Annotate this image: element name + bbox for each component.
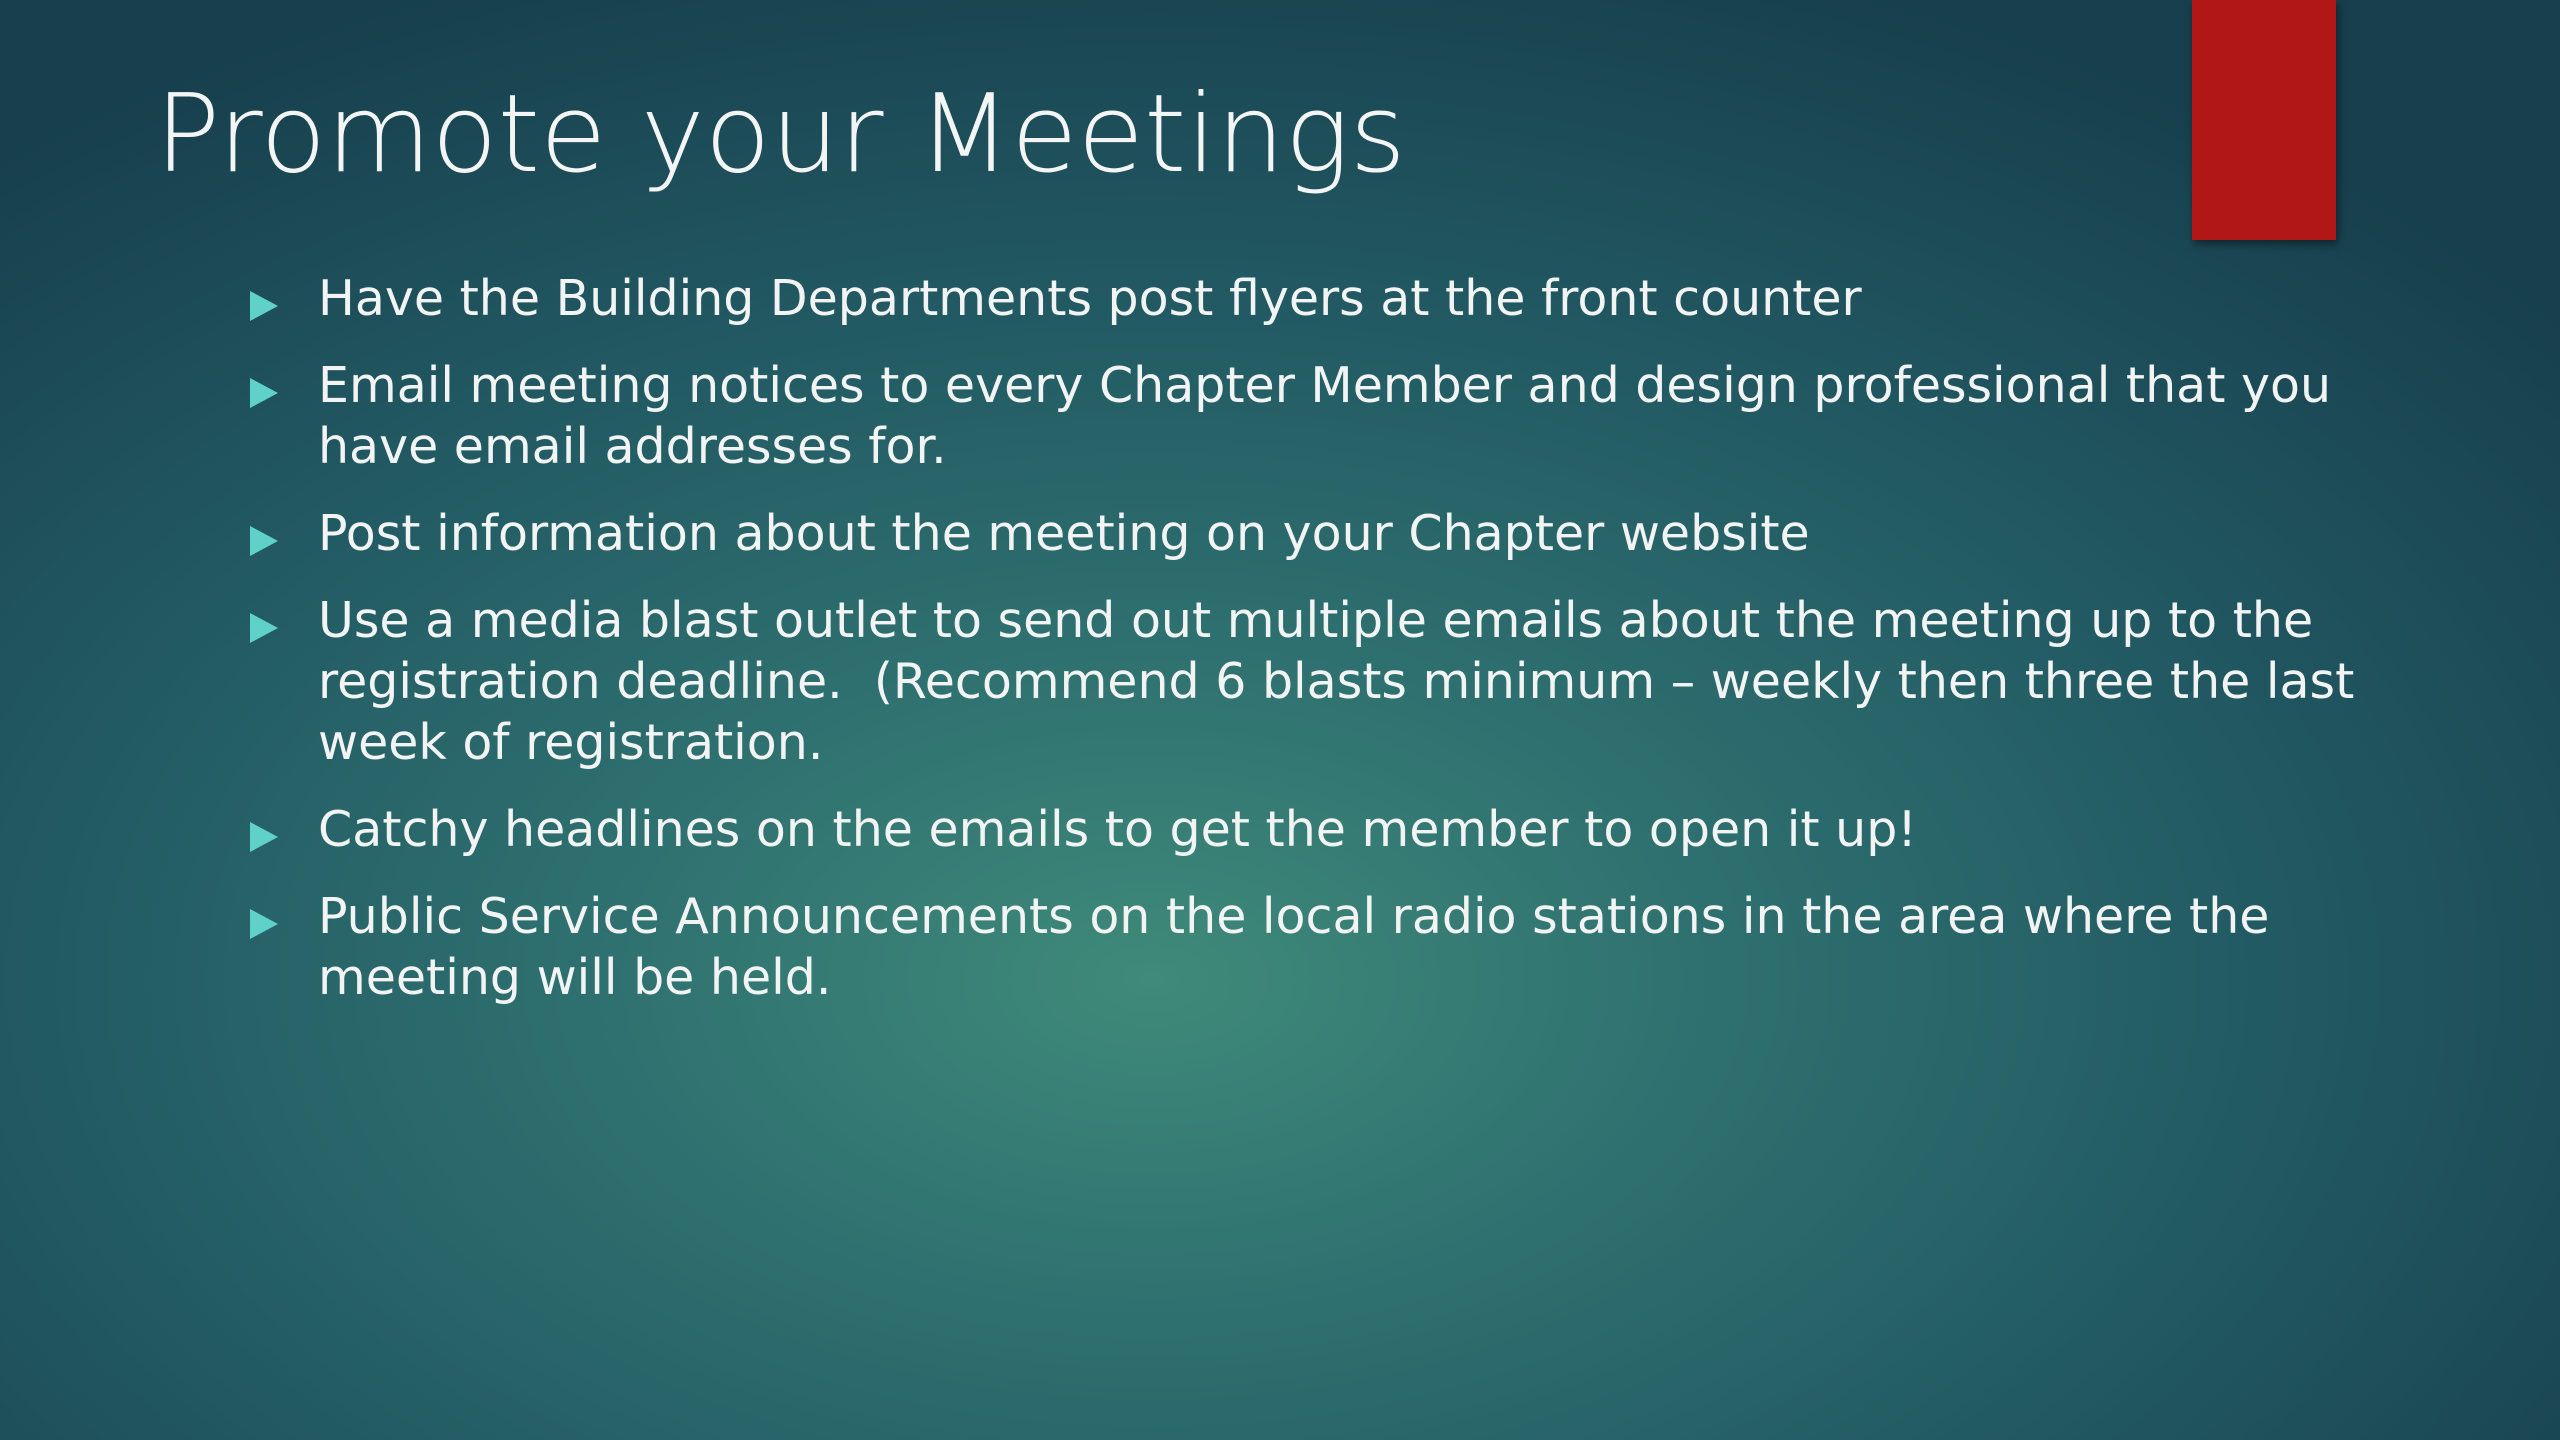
bullet-item [250,799,2360,860]
bullet-item [250,590,2370,773]
slide-title: Promote your Meetings [155,72,1406,197]
bullet-text: Email meeting notices to every Chapter Member and design professional that you have email addresses for. [318,357,2347,475]
bullet-item [250,886,2360,1008]
bullet-list [250,268,2370,1034]
bullet-text: Public Service Announcements on the local radio stations in the area where the meeting will be held. [318,888,2285,1006]
triangle-bullet-icon [250,291,278,321]
triangle-bullet-icon [250,613,278,643]
bullet-text: Post information about the meeting on your Chapter website [318,505,1810,562]
bullet-item [250,355,2360,477]
bullet-item [250,268,2360,329]
accent-bar [2192,0,2336,240]
bullet-text: Catchy headlines on the emails to get the member to open it up! [318,801,1917,858]
bullet-text: Have the Building Departments post flyers at the front counter [318,270,1862,327]
triangle-bullet-icon [250,822,278,852]
bullet-text: Use a media blast outlet to send out multiple emails about the meeting up to the registration deadline. (Recommend 6 blasts minimum – weekly then three the last week of registration. [318,592,2370,771]
triangle-bullet-icon [250,909,278,939]
triangle-bullet-icon [250,526,278,556]
triangle-bullet-icon [250,378,278,408]
bullet-item [250,503,2360,564]
